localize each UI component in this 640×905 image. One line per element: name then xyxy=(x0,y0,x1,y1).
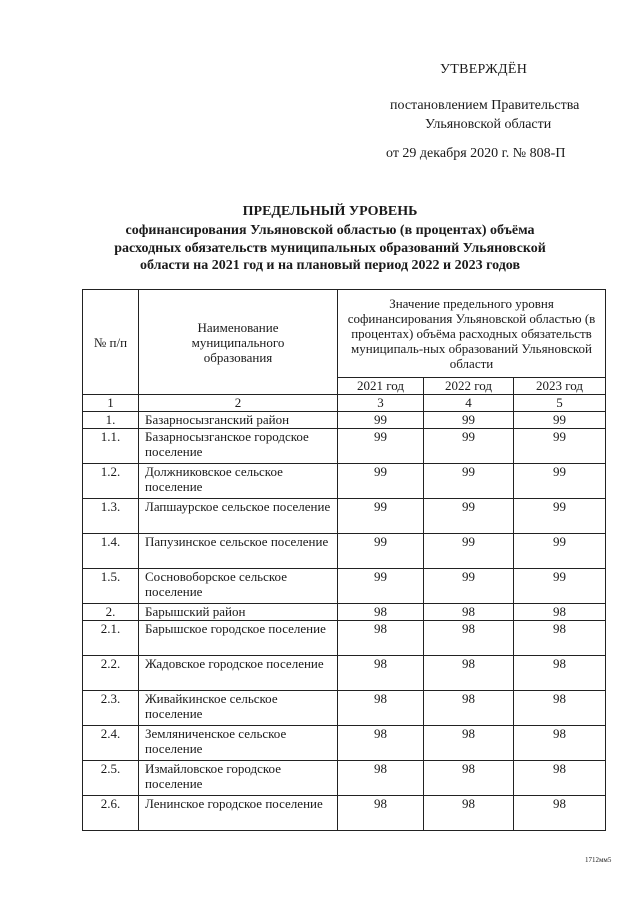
row-name: Папузинское сельское поселение xyxy=(139,534,338,569)
decree-line-1: постановлением Правительства xyxy=(390,98,580,113)
row-number: 2.4. xyxy=(83,726,139,761)
table-row xyxy=(83,464,606,499)
row-number: 2.2. xyxy=(83,656,139,691)
table-row xyxy=(83,796,606,831)
value-2022: 99 xyxy=(424,464,514,499)
value-2021: 99 xyxy=(338,412,424,429)
value-2021: 98 xyxy=(338,656,424,691)
value-2022: 99 xyxy=(424,429,514,464)
row-number: 1.4. xyxy=(83,534,139,569)
index-cell: 5 xyxy=(514,395,606,412)
table-row xyxy=(83,412,606,429)
header-year-2023: 2023 год xyxy=(514,378,606,395)
title-line-3: области на 2021 год и на плановый период 2022 и 2023 годов xyxy=(139,258,521,273)
value-2022: 99 xyxy=(424,499,514,534)
header-value: Значение предельного уровня софинансирования Ульяновской областью (в процентах) объёма расходных обязательств муниципаль-ных образований Ульяновской области xyxy=(338,290,606,378)
row-name: Базарносызганский район xyxy=(139,412,338,429)
cofinancing-table xyxy=(82,289,606,831)
value-2021: 99 xyxy=(338,569,424,604)
value-2023: 99 xyxy=(514,429,606,464)
table-row xyxy=(83,656,606,691)
table-row xyxy=(83,761,606,796)
value-2022: 99 xyxy=(424,412,514,429)
row-number: 2. xyxy=(83,604,139,621)
table-row xyxy=(83,429,606,464)
value-2021: 98 xyxy=(338,604,424,621)
value-2022: 98 xyxy=(424,726,514,761)
row-number: 2.1. xyxy=(83,621,139,656)
row-name: Ленинское городское поселение xyxy=(139,796,338,831)
value-2021: 99 xyxy=(338,464,424,499)
value-2023: 98 xyxy=(514,691,606,726)
value-2021: 98 xyxy=(338,691,424,726)
row-number: 2.6. xyxy=(83,796,139,831)
header-number: № п/п xyxy=(83,290,139,395)
value-2023: 98 xyxy=(514,796,606,831)
row-name: Должниковское сельское поселение xyxy=(139,464,338,499)
row-name: Измайловское городское поселение xyxy=(139,761,338,796)
index-cell: 4 xyxy=(424,395,514,412)
title-line-1: софинансирования Ульяновской областью (в процентах) объёма xyxy=(125,223,535,238)
row-number: 1. xyxy=(83,412,139,429)
row-number: 1.2. xyxy=(83,464,139,499)
title-line-2: расходных обязательств муниципальных образований Ульяновской xyxy=(114,241,546,256)
value-2023: 98 xyxy=(514,604,606,621)
value-2021: 98 xyxy=(338,796,424,831)
table-row xyxy=(83,569,606,604)
table-row xyxy=(83,604,606,621)
value-2022: 98 xyxy=(424,691,514,726)
row-name: Жадовское городское поселение xyxy=(139,656,338,691)
value-2023: 99 xyxy=(514,464,606,499)
row-name: Сосновоборское сельское поселение xyxy=(139,569,338,604)
value-2023: 98 xyxy=(514,621,606,656)
table-row xyxy=(83,621,606,656)
header-name: Наименование муниципального образования xyxy=(139,290,338,395)
header-year-2022: 2022 год xyxy=(424,378,514,395)
value-2023: 99 xyxy=(514,569,606,604)
value-2023: 98 xyxy=(514,656,606,691)
value-2022: 98 xyxy=(424,796,514,831)
row-name: Барышское городское поселение xyxy=(139,621,338,656)
document-code: 1712мм5 xyxy=(585,856,612,864)
value-2022: 98 xyxy=(424,761,514,796)
value-2021: 99 xyxy=(338,499,424,534)
row-number: 2.3. xyxy=(83,691,139,726)
row-name: Лапшаурское сельское поселение xyxy=(139,499,338,534)
value-2022: 98 xyxy=(424,621,514,656)
document-title: ПРЕДЕЛЬНЫЙ УРОВЕНЬ xyxy=(242,204,418,219)
value-2022: 99 xyxy=(424,569,514,604)
row-number: 1.1. xyxy=(83,429,139,464)
row-name: Земляниченское сельское поселение xyxy=(139,726,338,761)
decree-date-number: от 29 декабря 2020 г. № 808-П xyxy=(386,146,566,161)
value-2021: 99 xyxy=(338,429,424,464)
row-name: Базарносызганское городское поселение xyxy=(139,429,338,464)
index-cell: 3 xyxy=(338,395,424,412)
value-2022: 99 xyxy=(424,534,514,569)
value-2023: 98 xyxy=(514,761,606,796)
index-cell: 1 xyxy=(83,395,139,412)
value-2021: 99 xyxy=(338,534,424,569)
index-cell: 2 xyxy=(139,395,338,412)
value-2022: 98 xyxy=(424,656,514,691)
decree-line-2: Ульяновской области xyxy=(425,117,552,132)
value-2021: 98 xyxy=(338,621,424,656)
table-row xyxy=(83,499,606,534)
table-row xyxy=(83,726,606,761)
value-2022: 98 xyxy=(424,604,514,621)
value-2023: 98 xyxy=(514,726,606,761)
value-2023: 99 xyxy=(514,534,606,569)
value-2023: 99 xyxy=(514,499,606,534)
row-name: Живайкинское сельское поселение xyxy=(139,691,338,726)
approved-label: УТВЕРЖДЁН xyxy=(440,62,528,77)
row-name: Барышский район xyxy=(139,604,338,621)
value-2021: 98 xyxy=(338,726,424,761)
row-number: 1.3. xyxy=(83,499,139,534)
value-2023: 99 xyxy=(514,412,606,429)
row-number: 1.5. xyxy=(83,569,139,604)
header-year-2021: 2021 год xyxy=(338,378,424,395)
row-number: 2.5. xyxy=(83,761,139,796)
table-row xyxy=(83,534,606,569)
table-row xyxy=(83,691,606,726)
value-2021: 98 xyxy=(338,761,424,796)
